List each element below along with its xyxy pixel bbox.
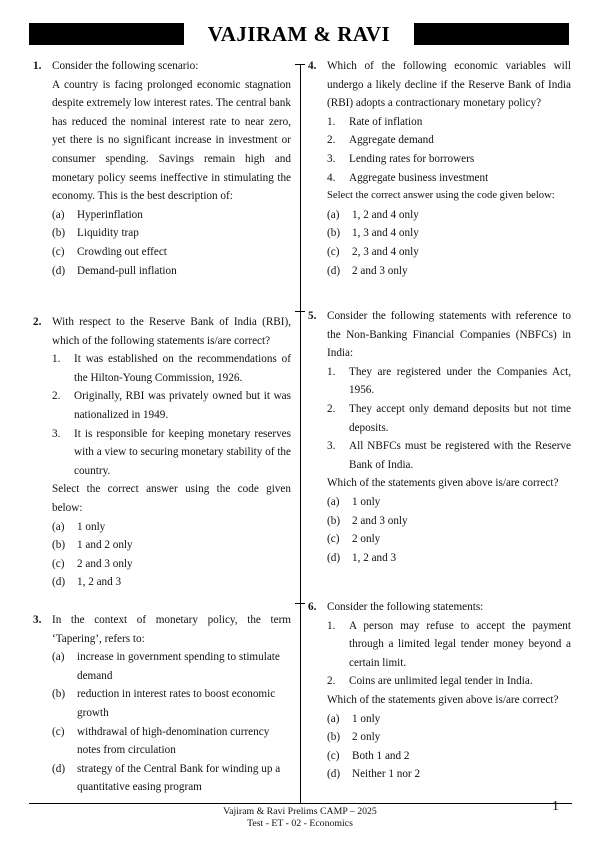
- statement-item: 1. Rate of inflation: [327, 115, 423, 128]
- question-instruction: Select the correct answer using the code given below:: [52, 483, 291, 514]
- option-c[interactable]: (c) 2, 3 and 4 only: [327, 245, 419, 258]
- statement-item: 1. A person may refuse to accept the payment through a limited legal tender money beyond a certain limit.: [327, 619, 571, 669]
- question-stem: With respect to the Reserve Bank of India (RBI), which of the following statements is/are correct?: [52, 316, 291, 347]
- option-list: [327, 206, 571, 280]
- question-instruction: Which of the statements given above is/are correct?: [327, 477, 559, 490]
- option-a[interactable]: (a) Hyperinflation: [52, 208, 143, 221]
- question-number: 1.: [33, 60, 42, 72]
- question-stem: Which of the following economic variables will undergo a likely decline if the Reserve Bank of India (RBI) adopts a contractionary monetary policy?: [327, 60, 571, 110]
- question-1: [33, 57, 291, 280]
- divider-tick: [295, 311, 305, 312]
- option-b[interactable]: (b) reduction in interest rates to boost economic growth: [52, 688, 276, 719]
- option-a[interactable]: (a) increase in government spending to stimulate demand: [52, 651, 280, 682]
- question-number: 2.: [33, 316, 42, 328]
- option-d[interactable]: (d) 1, 2 and 3: [52, 576, 122, 589]
- question-stem: Consider the following statements:: [327, 601, 484, 613]
- statement-item: 1. They are registered under the Companies Act, 1956.: [327, 365, 571, 397]
- option-list: [52, 648, 291, 797]
- statement-list: [327, 617, 571, 691]
- statement-item: 2. Coins are unlimited legal tender in India.: [327, 675, 533, 688]
- option-b[interactable]: (b) 2 and 3 only: [327, 514, 408, 527]
- option-b[interactable]: (b) 1 and 2 only: [52, 539, 133, 552]
- statement-item: 2. They accept only demand deposits but not time deposits.: [327, 402, 571, 434]
- option-d[interactable]: (d) Neither 1 nor 2: [327, 768, 421, 781]
- statement-list: [327, 113, 571, 187]
- page-header: [29, 23, 569, 45]
- statement-item: 2. Aggregate demand: [327, 134, 434, 147]
- column-divider: [300, 64, 301, 804]
- statement-item: 3. All NBFCs must be registered with the Reserve Bank of India.: [327, 440, 571, 471]
- header-bar-right: [409, 23, 569, 45]
- option-d[interactable]: (d) 1, 2 and 3: [327, 551, 397, 564]
- question-intro: Consider the following scenario:: [52, 60, 199, 72]
- footer-rule: [29, 803, 572, 804]
- option-list: [52, 206, 291, 280]
- question-number: 3.: [33, 614, 42, 626]
- question-3: [33, 611, 291, 797]
- option-a[interactable]: (a) 1 only: [327, 495, 381, 508]
- option-c[interactable]: (c) withdrawal of high-denomination currency notes from circulation: [52, 725, 270, 757]
- question-instruction: Which of the statements given above is/are correct?: [327, 693, 559, 706]
- question-scenario: A country is facing prolonged economic stagnation despite extremely low interest rates. The central bank has reduced the nominal interest rate to near zero, yet there is no significant increase in investment or consumer spending. Savings remain high and monetary policy seems ineffective in stimulating the economy. This is the best description of:: [52, 78, 291, 203]
- option-d[interactable]: (d) strategy of the Central Bank for winding up a quantitative easing program: [52, 762, 281, 794]
- page-number: 1: [552, 799, 559, 814]
- footer-line-1: Vajiram & Ravi Prelims CAMP – 2025: [223, 806, 377, 817]
- option-d[interactable]: (d) Demand-pull inflation: [52, 264, 177, 277]
- question-stem: Consider the following statements with reference to the Non-Banking Financial Companies (NBFCs) in India:: [327, 310, 571, 360]
- divider-tick: [295, 64, 305, 65]
- question-2: [33, 313, 291, 592]
- option-list: [327, 710, 571, 784]
- statement-item: 3. It is responsible for keeping monetary reserves with a view to securing monetary stability of the country.: [52, 427, 291, 477]
- question-number: 4.: [308, 60, 317, 72]
- question-6: [308, 598, 571, 784]
- question-stem: In the context of monetary policy, the term ‘Tapering’, refers to:: [52, 614, 291, 645]
- question-5: [308, 307, 571, 567]
- option-c[interactable]: (c) 2 and 3 only: [52, 557, 133, 570]
- statement-list: [327, 363, 571, 475]
- option-c[interactable]: (c) 2 only: [327, 533, 381, 546]
- header-title: VAJIRAM & RAVI: [184, 21, 414, 47]
- statement-item: 3. Lending rates for borrowers: [327, 152, 475, 165]
- option-c[interactable]: (c) Crowding out effect: [52, 245, 167, 258]
- option-b[interactable]: (b) Liquidity trap: [52, 227, 139, 240]
- question-number: 6.: [308, 601, 317, 613]
- statement-item: 2. Originally, RBI was privately owned but it was nationalized in 1949.: [52, 390, 291, 421]
- divider-tick: [295, 603, 305, 604]
- page-footer: [150, 806, 450, 830]
- option-d[interactable]: (d) 2 and 3 only: [327, 264, 408, 277]
- header-bar-left: [29, 23, 189, 45]
- statement-item: 1. It was established on the recommendations of the Hilton-Young Commission, 1926.: [52, 353, 291, 384]
- option-list: [327, 493, 571, 567]
- option-list: [52, 518, 291, 592]
- option-a[interactable]: (a) 1 only: [327, 712, 381, 725]
- option-b[interactable]: (b) 2 only: [327, 731, 381, 744]
- statement-list: [52, 350, 291, 480]
- question-number: 5.: [308, 310, 317, 322]
- option-a[interactable]: (a) 1 only: [52, 520, 106, 533]
- question-instruction: Select the correct answer using the code given below:: [327, 190, 555, 202]
- question-4: [308, 57, 571, 280]
- option-b[interactable]: (b) 1, 3 and 4 only: [327, 227, 419, 240]
- footer-line-2: Test - ET - 02 - Economics: [247, 818, 353, 829]
- option-a[interactable]: (a) 1, 2 and 4 only: [327, 208, 419, 221]
- statement-item: 4. Aggregate business investment: [327, 171, 489, 184]
- option-c[interactable]: (c) Both 1 and 2: [327, 749, 410, 762]
